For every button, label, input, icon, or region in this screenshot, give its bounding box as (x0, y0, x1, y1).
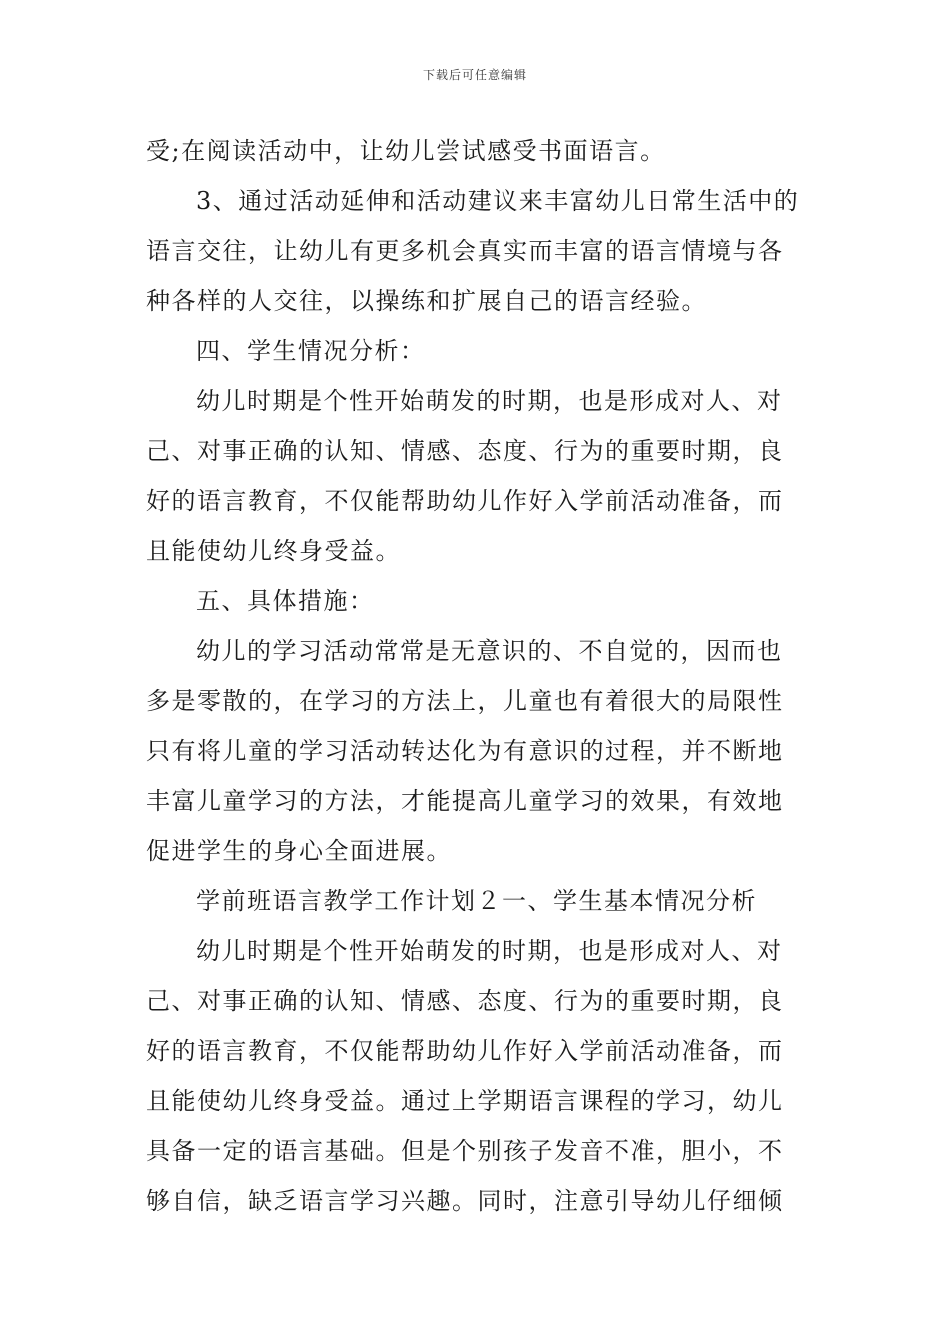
text-line: 受;在阅读活动中，让幼儿尝试感受书面语言。 (146, 137, 666, 165)
section-heading: 学前班语言教学工作计划２一、学生基本情况分析 (196, 887, 757, 915)
text-line: 且能使幼儿终身受益。通过上学期语言课程的学习，幼儿 (146, 1087, 784, 1115)
text-line: 幼儿的学习活动常常是无意识的、不自觉的，因而也 (196, 637, 783, 665)
text-line: 丰富儿童学习的方法，才能提高儿童学习的效果，有效地 (146, 787, 784, 815)
text-line: 好的语言教育，不仅能帮助幼儿作好入学前活动准备，而 (146, 1037, 784, 1065)
text-line: 够自信，缺乏语言学习兴趣。同时，注意引导幼儿仔细倾 (146, 1187, 784, 1215)
text-line: 己、对事正确的认知、情感、态度、行为的重要时期，良 (146, 437, 784, 465)
page-header: 下载后可任意编辑 (422, 68, 527, 82)
text-line: 促进学生的身心全面进展。 (146, 837, 452, 865)
text-line: 幼儿时期是个性开始萌发的时期，也是形成对人、对 (196, 937, 783, 965)
section-heading: 四、学生情况分析： (196, 337, 426, 365)
text-line: 3、通过活动延伸和活动建议来丰富幼儿日常生活中的 (196, 187, 800, 215)
text-line: 好的语言教育，不仅能帮助幼儿作好入学前活动准备，而 (146, 487, 784, 515)
text-line: 具备一定的语言基础。但是个别孩子发音不准，胆小，不 (146, 1137, 784, 1165)
text-line: 多是零散的，在学习的方法上，儿童也有着很大的局限性 (146, 687, 784, 715)
text-line: 只有将儿童的学习活动转达化为有意识的过程，并不断地 (146, 737, 784, 765)
text-line: 幼儿时期是个性开始萌发的时期，也是形成对人、对 (196, 387, 783, 415)
text-line: 且能使幼儿终身受益。 (146, 537, 401, 565)
section-heading: 五、具体措施： (196, 587, 375, 615)
text-line: 己、对事正确的认知、情感、态度、行为的重要时期，良 (146, 987, 784, 1015)
body-text (146, 126, 806, 1226)
text-line: 种各样的人交往，以操练和扩展自己的语言经验。 (146, 287, 707, 315)
text-line: 语言交往，让幼儿有更多机会真实而丰富的语言情境与各 (146, 237, 784, 265)
